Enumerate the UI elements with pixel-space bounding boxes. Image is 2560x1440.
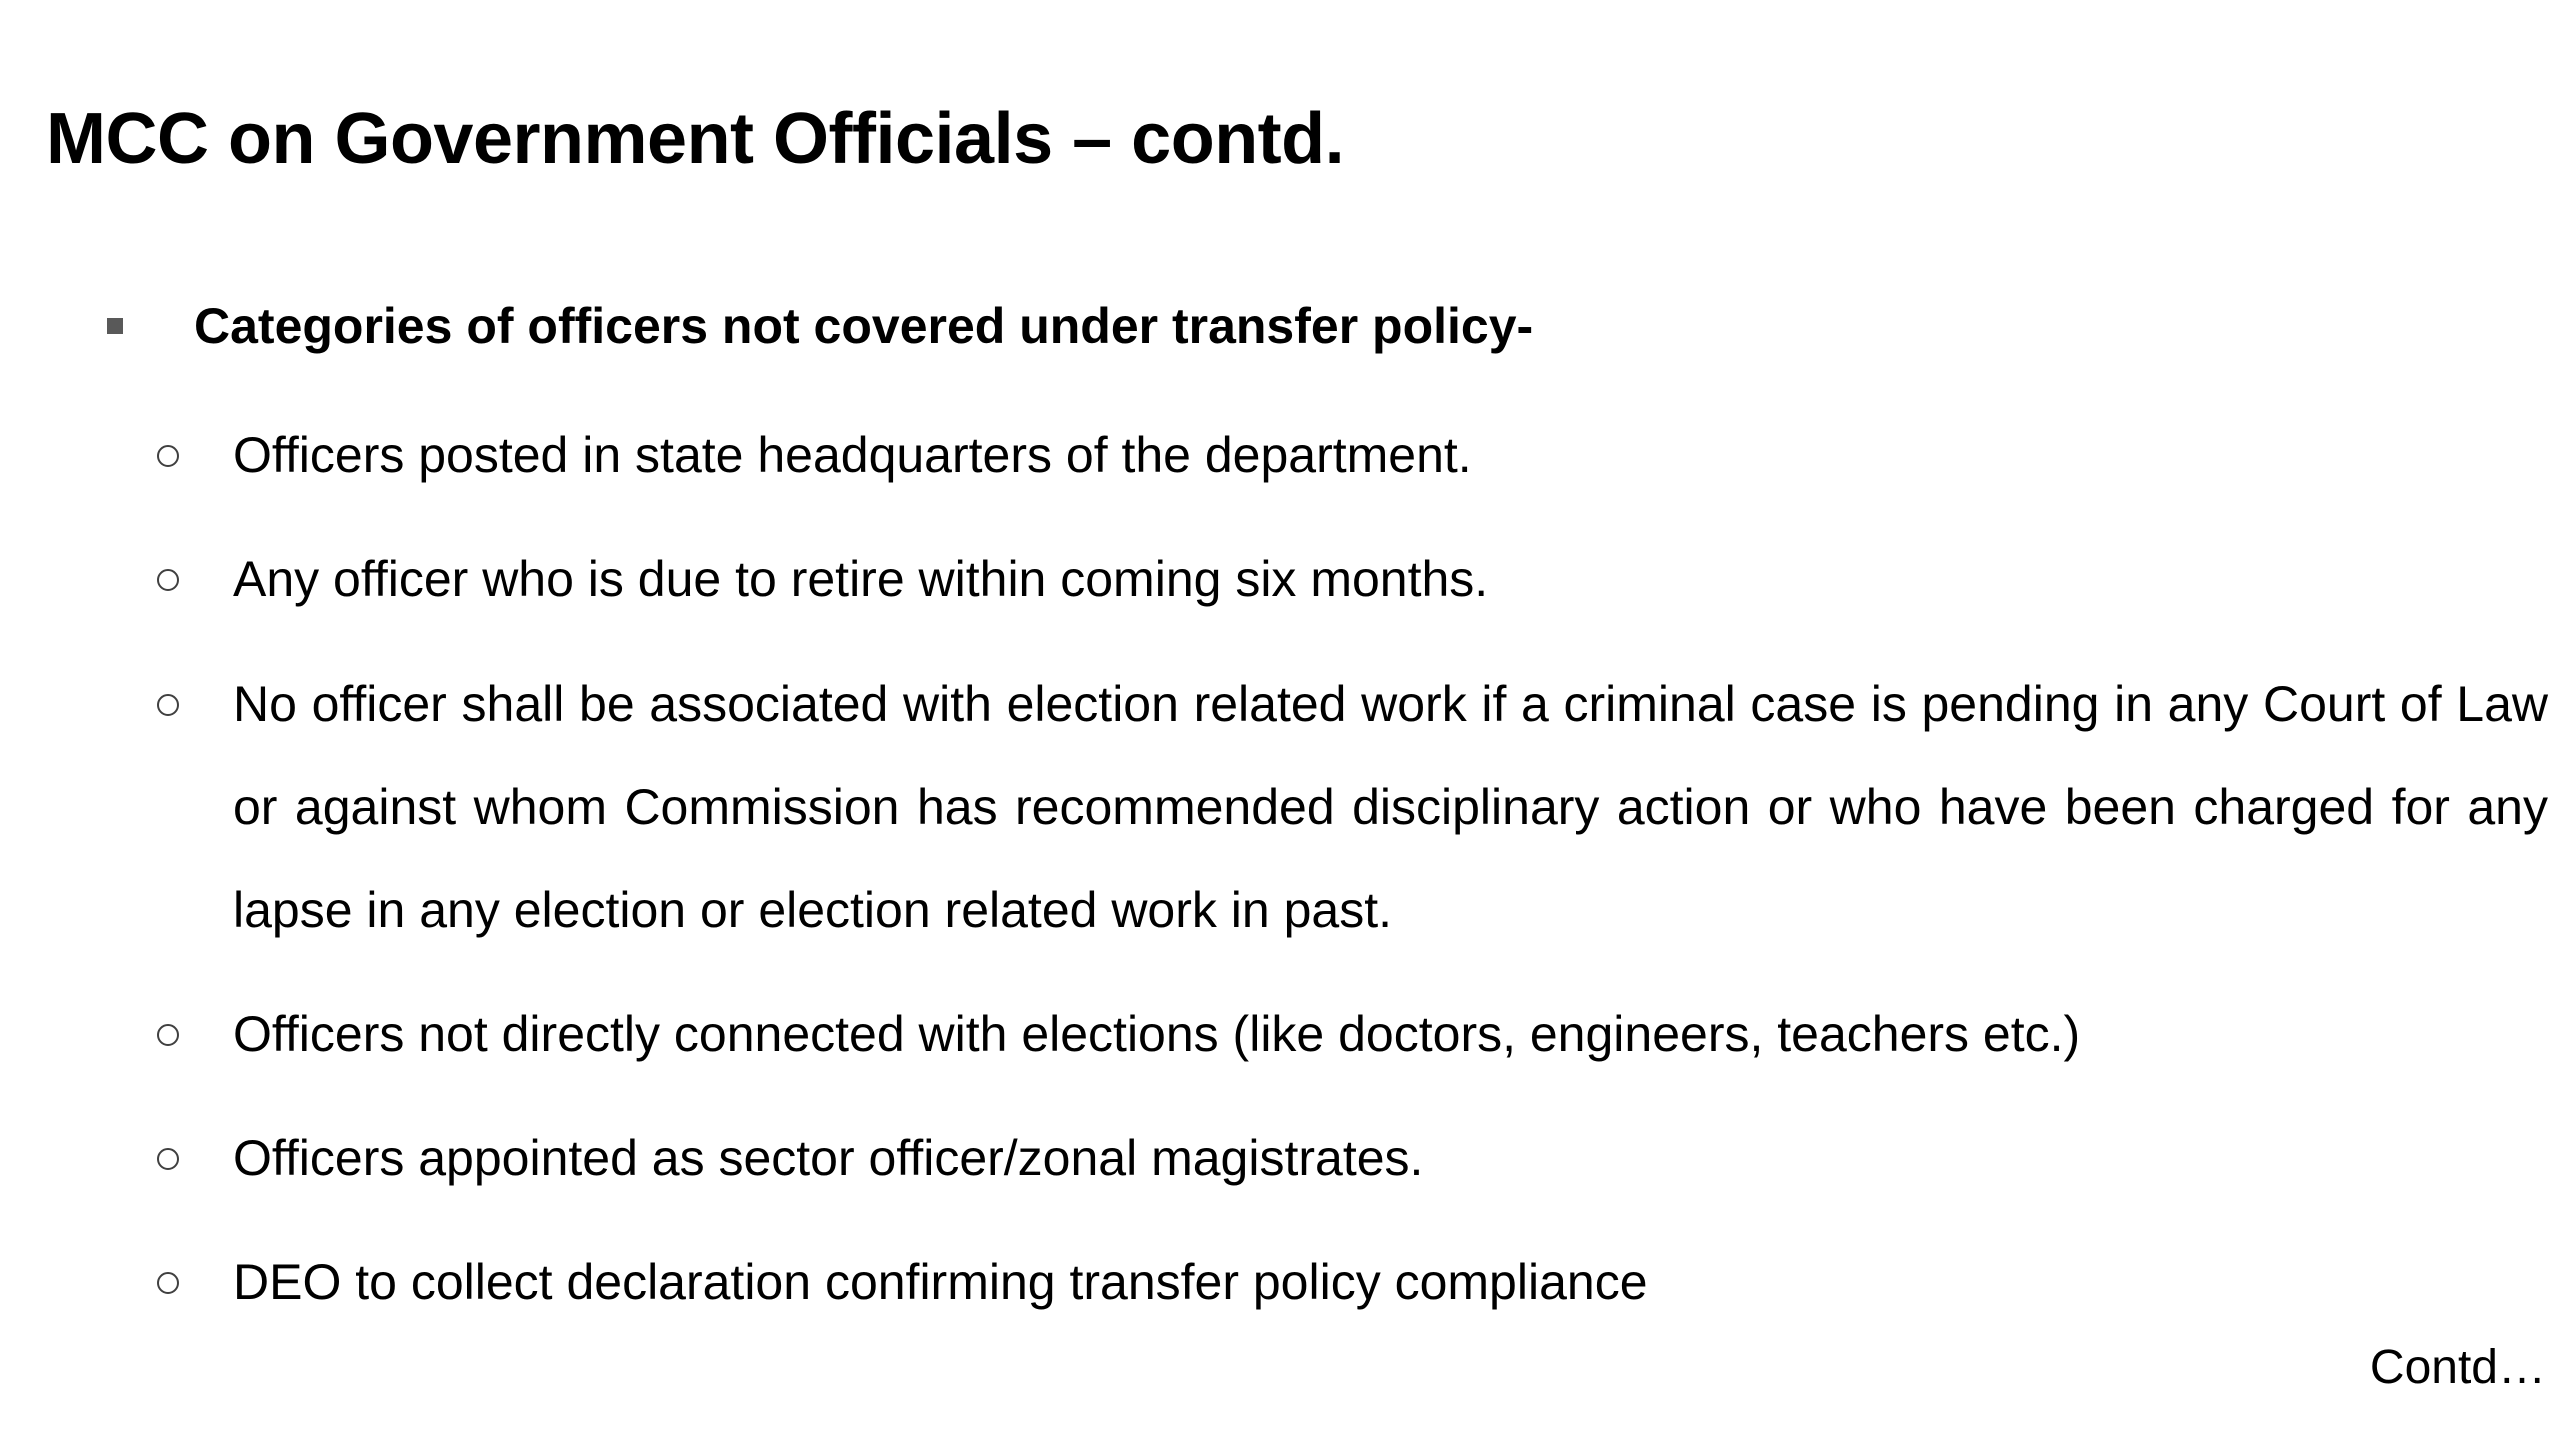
continued-label: Contd… bbox=[2369, 1341, 2546, 1394]
circle-bullet-icon bbox=[157, 694, 179, 716]
circle-bullet-icon bbox=[157, 1272, 179, 1294]
slide-title: MCC on Government Officials – contd. bbox=[46, 99, 1345, 179]
list-item-text: Officers posted in state headquarters of the department. bbox=[233, 427, 1472, 483]
list-item-text: DEO to collect declaration confirming transfer policy compliance bbox=[233, 1254, 1648, 1310]
circle-bullet-icon bbox=[157, 1148, 179, 1170]
list-item-text: Any officer who is due to retire within coming six months. bbox=[233, 551, 1489, 607]
list-item-text: Officers not directly connected with elections (like doctors, engineers, teachers etc.) bbox=[233, 1006, 2081, 1062]
section-heading: Categories of officers not covered under transfer policy- bbox=[194, 298, 1534, 354]
list-item-text: Officers appointed as sector officer/zonal magistrates. bbox=[233, 1130, 1424, 1186]
circle-bullet-icon bbox=[157, 1024, 179, 1046]
list-item-text: No officer shall be associated with election related work if a criminal case is pending in any Court of Law or against whom Commission has recommended disciplinary action or who have been charged for any lapse in any election or election related work in past. bbox=[233, 676, 2548, 938]
circle-bullet-icon bbox=[157, 569, 179, 591]
circle-bullet-icon bbox=[157, 445, 179, 467]
